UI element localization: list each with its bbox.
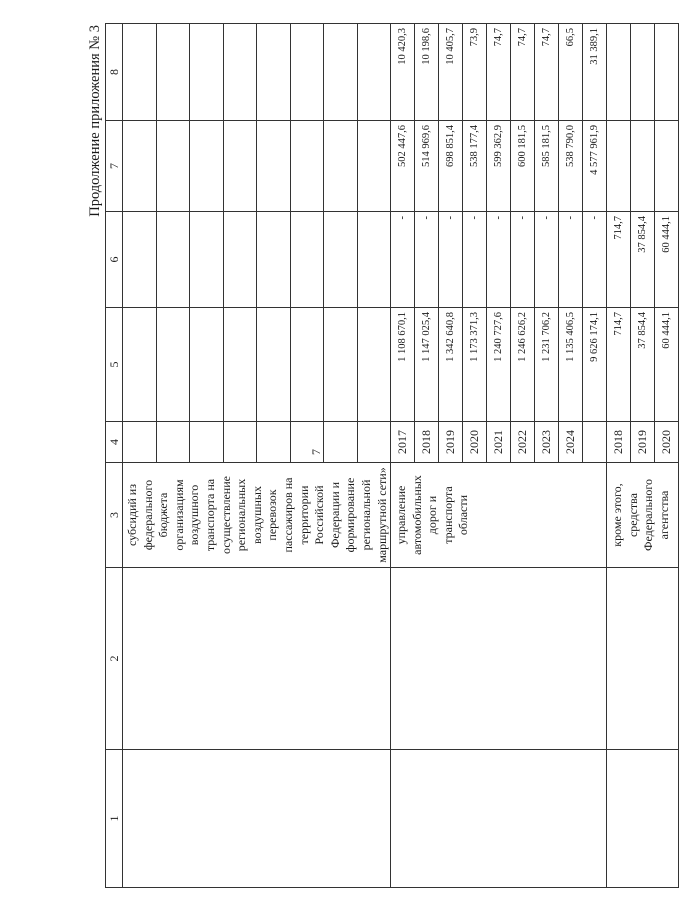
value-cell-col5: 37 854,4 [631, 212, 655, 308]
value-cell-col4: 1 231 706,2 [535, 308, 559, 422]
year-cell [357, 422, 391, 463]
value-cell-col5: 714,7 [607, 212, 631, 308]
value-cell-col5 [357, 212, 391, 308]
value-cell-col4 [156, 308, 190, 422]
value-cell-col6: 698 851,4 [439, 121, 463, 212]
value-cell-col5: - [583, 212, 607, 308]
year-cell: 2019 [631, 422, 655, 463]
year-cell: 2017 [391, 422, 415, 463]
value-cell-col7 [357, 24, 391, 121]
year-cell [583, 422, 607, 463]
header-row [106, 24, 123, 888]
year-cell: 2019 [439, 422, 463, 463]
table-row [607, 24, 631, 888]
value-cell-col7 [324, 24, 358, 121]
year-cell [257, 422, 291, 463]
column-header-3: 3 [106, 463, 123, 568]
value-cell-col6: 514 969,6 [415, 121, 439, 212]
year-cell: 2018 [415, 422, 439, 463]
section-title: управление автомобильных дорог и транспорта области [391, 463, 607, 568]
value-cell-col7: 74,7 [487, 24, 511, 121]
value-cell-col7 [223, 24, 257, 121]
year-cell: 2021 [487, 422, 511, 463]
value-cell-col6 [190, 121, 224, 212]
value-cell-col4: 37 854,4 [631, 308, 655, 422]
year-cell: 2020 [463, 422, 487, 463]
column-header-7: 7 [106, 121, 123, 212]
value-cell-col5: - [463, 212, 487, 308]
year-cell [123, 422, 157, 463]
column-header-5: 5 [106, 308, 123, 422]
value-cell-col7 [156, 24, 190, 121]
value-cell-col5: - [535, 212, 559, 308]
page-number: 7 [309, 449, 323, 455]
value-cell-col4: 1 108 670,1 [391, 308, 415, 422]
cell-col1 [391, 750, 607, 888]
value-cell-col7 [290, 24, 324, 121]
value-cell-col4 [324, 308, 358, 422]
year-cell: 2022 [511, 422, 535, 463]
value-cell-col7: 10 420,3 [391, 24, 415, 121]
value-cell-col5: - [439, 212, 463, 308]
value-cell-col6 [655, 121, 679, 212]
value-cell-col6 [123, 121, 157, 212]
value-cell-col7: 10 198,6 [415, 24, 439, 121]
value-cell-col4 [123, 308, 157, 422]
value-cell-col4: 60 444,1 [655, 308, 679, 422]
value-cell-col6: 538 177,4 [463, 121, 487, 212]
value-cell-col6 [257, 121, 291, 212]
year-cell: 2018 [607, 422, 631, 463]
value-cell-col6: 502 447,6 [391, 121, 415, 212]
cell-col2 [391, 568, 607, 750]
value-cell-col6 [223, 121, 257, 212]
value-cell-col7 [631, 24, 655, 121]
value-cell-col4 [190, 308, 224, 422]
value-cell-col4: 1 246 626,2 [511, 308, 535, 422]
year-cell: 2020 [655, 422, 679, 463]
year-cell: 2024 [559, 422, 583, 463]
value-cell-col6: 4 577 961,9 [583, 121, 607, 212]
value-cell-col7 [190, 24, 224, 121]
value-cell-col5 [223, 212, 257, 308]
year-cell [324, 422, 358, 463]
table-row [123, 24, 157, 888]
value-cell-col6 [324, 121, 358, 212]
value-cell-col5: 60 444,1 [655, 212, 679, 308]
value-cell-col4: 1 342 640,8 [439, 308, 463, 422]
value-cell-col4: 1 135 406,5 [559, 308, 583, 422]
value-cell-col4 [257, 308, 291, 422]
column-header-1: 1 [106, 750, 123, 888]
value-cell-col7: 74,7 [535, 24, 559, 121]
value-cell-col7: 74,7 [511, 24, 535, 121]
value-cell-col7: 66,5 [559, 24, 583, 121]
section-title: кроме этого, средства Федерального агентства [607, 463, 679, 568]
value-cell-col5 [190, 212, 224, 308]
year-cell [190, 422, 224, 463]
value-cell-col4: 714,7 [607, 308, 631, 422]
value-cell-col5 [324, 212, 358, 308]
column-header-6: 6 [106, 212, 123, 308]
value-cell-col5 [156, 212, 190, 308]
cell-col1 [607, 750, 679, 888]
column-header-8: 8 [106, 24, 123, 121]
value-cell-col4: 1 147 025,4 [415, 308, 439, 422]
value-cell-col4: 1 173 371,3 [463, 308, 487, 422]
value-cell-col6: 599 362,9 [487, 121, 511, 212]
value-cell-col5 [290, 212, 324, 308]
value-cell-col6: 538 790,0 [559, 121, 583, 212]
value-cell-col6 [156, 121, 190, 212]
value-cell-col7: 31 389,1 [583, 24, 607, 121]
value-cell-col7: 73,9 [463, 24, 487, 121]
value-cell-col6: 600 181,5 [511, 121, 535, 212]
cell-col2 [123, 568, 391, 750]
value-cell-col6 [357, 121, 391, 212]
value-cell-col5 [257, 212, 291, 308]
year-cell [223, 422, 257, 463]
cell-col2 [607, 568, 679, 750]
value-cell-col5: - [559, 212, 583, 308]
section-title: субсидий из федерального бюджета организациям воздушного транспорта на осуществление региональных воздушных перевозок пассажиров на территории Российской Федерации и формирование региональной маршрутной сети» [123, 463, 391, 568]
rotated-sheet [82, 0, 674, 905]
value-cell-col5 [123, 212, 157, 308]
value-cell-col6 [290, 121, 324, 212]
value-cell-col4: 9 626 174,1 [583, 308, 607, 422]
value-cell-col5: - [415, 212, 439, 308]
table-row [391, 24, 415, 888]
value-cell-col5: - [487, 212, 511, 308]
continuation-note: Продолжение приложения № 3 [87, 25, 103, 217]
value-cell-col4 [290, 308, 324, 422]
year-cell [156, 422, 190, 463]
value-cell-col5: - [511, 212, 535, 308]
value-cell-col7 [655, 24, 679, 121]
value-cell-col6 [607, 121, 631, 212]
value-cell-col7: 10 405,7 [439, 24, 463, 121]
year-cell [290, 422, 324, 463]
column-header-2: 2 [106, 568, 123, 750]
value-cell-col4 [223, 308, 257, 422]
value-cell-col7 [123, 24, 157, 121]
value-cell-col4 [357, 308, 391, 422]
value-cell-col6: 585 181,5 [535, 121, 559, 212]
value-cell-col5: - [391, 212, 415, 308]
value-cell-col6 [631, 121, 655, 212]
value-cell-col7 [607, 24, 631, 121]
cell-col1 [123, 750, 391, 888]
year-cell: 2023 [535, 422, 559, 463]
column-header-4: 4 [106, 422, 123, 463]
data-table [105, 23, 679, 888]
value-cell-col7 [257, 24, 291, 121]
value-cell-col4: 1 240 727,6 [487, 308, 511, 422]
